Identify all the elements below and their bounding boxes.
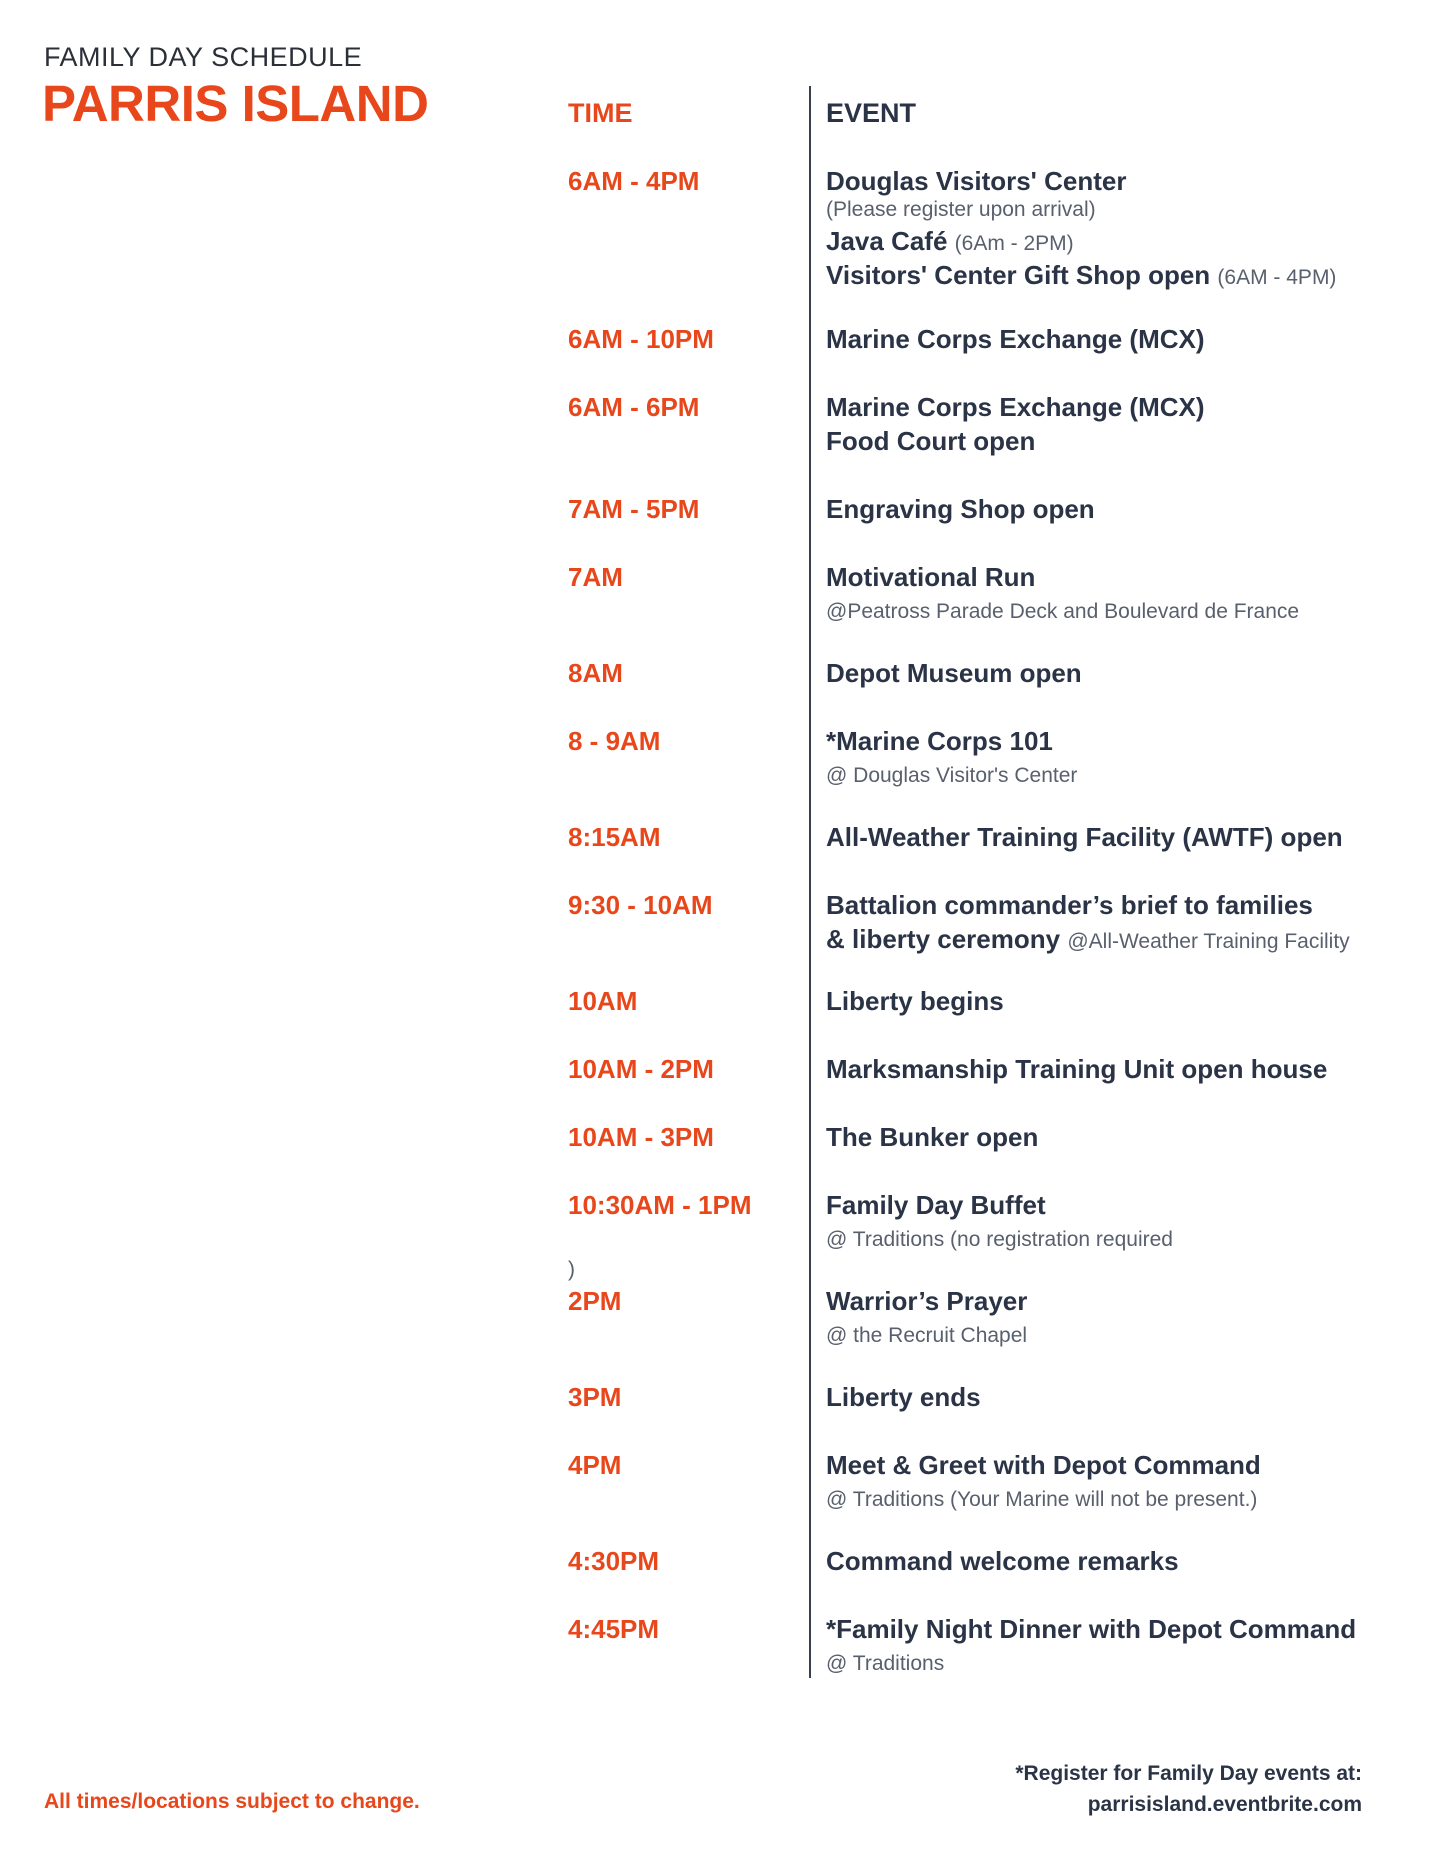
row-time: 6AM - 6PM xyxy=(568,392,700,422)
row-event xyxy=(826,260,1336,291)
event-title: Liberty begins xyxy=(826,986,1004,1016)
row-time: 10AM xyxy=(568,986,638,1016)
row-time: 7AM - 5PM xyxy=(568,494,700,524)
row-location: @ Traditions xyxy=(826,1652,945,1675)
row-event xyxy=(826,1286,1027,1317)
row-event xyxy=(826,166,1126,197)
row-time: 8AM xyxy=(568,658,623,688)
row-time: 8:15AM xyxy=(568,822,661,852)
row-event xyxy=(826,1054,1327,1085)
row-event xyxy=(826,1122,1038,1153)
event-title: All-Weather Training Facility (AWTF) open xyxy=(826,822,1343,852)
stray-character: ) xyxy=(568,1258,575,1281)
event-title: Meet & Greet with Depot Command xyxy=(826,1450,1261,1480)
row-event xyxy=(826,822,1343,853)
event-title: Visitors' Center Gift Shop open xyxy=(826,260,1211,290)
row-location: @Peatross Parade Deck and Boulevard de France xyxy=(826,600,1300,623)
row-time: 10:30AM - 1PM xyxy=(568,1190,752,1220)
row-location: @ Traditions (no registration required xyxy=(826,1228,1173,1251)
row-time: 4:30PM xyxy=(568,1546,660,1576)
schedule-kicker: FAMILY DAY SCHEDULE xyxy=(44,42,363,72)
row-event xyxy=(826,324,1205,355)
event-title: Battalion commander’s brief to families xyxy=(826,890,1313,920)
row-time: 9:30 - 10AM xyxy=(568,890,713,920)
event-title: *Family Night Dinner with Depot Command xyxy=(826,1614,1357,1644)
event-title: Marine Corps Exchange (MCX) xyxy=(826,324,1205,354)
row-time: 3PM xyxy=(568,1382,622,1412)
row-time: 7AM xyxy=(568,562,623,592)
event-title: Liberty ends xyxy=(826,1382,981,1412)
event-title: Java Café xyxy=(826,226,948,256)
page-title: PARRIS ISLAND xyxy=(42,75,429,132)
row-time: 6AM - 10PM xyxy=(568,324,714,354)
event-column-header: EVENT xyxy=(826,98,917,128)
row-event xyxy=(826,1382,981,1413)
row-event xyxy=(826,986,1004,1017)
row-time: 10AM - 2PM xyxy=(568,1054,714,1084)
event-title: The Bunker open xyxy=(826,1122,1039,1152)
row-time: 8 - 9AM xyxy=(568,726,661,756)
registration-label: *Register for Family Day events at: xyxy=(1015,1762,1362,1785)
row-event xyxy=(826,1546,1179,1577)
row-time: 2PM xyxy=(568,1286,622,1316)
event-title: Food Court open xyxy=(826,426,1036,456)
registration-note xyxy=(1015,1758,1362,1820)
event-title: Depot Museum open xyxy=(826,658,1082,688)
row-event xyxy=(826,392,1205,423)
event-title: *Marine Corps 101 xyxy=(826,726,1053,756)
row-event xyxy=(826,426,1035,457)
event-title: Marksmanship Training Unit open house xyxy=(826,1054,1328,1084)
event-note: @All-Weather Training Facility xyxy=(1067,930,1350,953)
event-title: Marine Corps Exchange (MCX) xyxy=(826,392,1205,422)
event-title: Douglas Visitors' Center xyxy=(826,166,1127,196)
row-location: @ Douglas Visitor's Center xyxy=(826,764,1078,787)
event-title: Family Day Buffet xyxy=(826,1190,1046,1220)
row-event xyxy=(826,1614,1356,1645)
row-time: 6AM - 4PM xyxy=(568,166,700,196)
event-title: Warrior’s Prayer xyxy=(826,1286,1028,1316)
event-title: & liberty ceremony xyxy=(826,924,1061,954)
registration-link[interactable]: parrisisland.eventbrite.com xyxy=(1087,1793,1362,1816)
row-event xyxy=(826,924,1350,955)
row-time: 4:45PM xyxy=(568,1614,660,1644)
event-note: (6Am - 2PM) xyxy=(954,232,1074,255)
event-title: Engraving Shop open xyxy=(826,494,1095,524)
disclaimer-note: All times/locations subject to change. xyxy=(44,1790,420,1813)
event-note: (6AM - 4PM) xyxy=(1217,266,1337,289)
row-location: @ the Recruit Chapel xyxy=(826,1324,1028,1347)
row-event xyxy=(826,226,1074,257)
row-event xyxy=(826,1190,1046,1221)
row-time: 4PM xyxy=(568,1450,622,1480)
row-time: 10AM - 3PM xyxy=(568,1122,714,1152)
event-title: Motivational Run xyxy=(826,562,1036,592)
row-event xyxy=(826,890,1313,921)
row-event xyxy=(826,562,1035,593)
row-event xyxy=(826,1450,1261,1481)
row-location: @ Traditions (Your Marine will not be present.) xyxy=(826,1488,1258,1511)
time-column-header: TIME xyxy=(568,98,633,128)
row-event xyxy=(826,658,1082,689)
column-divider xyxy=(809,86,811,1678)
row-event xyxy=(826,726,1053,757)
event-title: Command welcome remarks xyxy=(826,1546,1179,1576)
row-event xyxy=(826,494,1095,525)
row-location: (Please register upon arrival) xyxy=(826,198,1096,221)
